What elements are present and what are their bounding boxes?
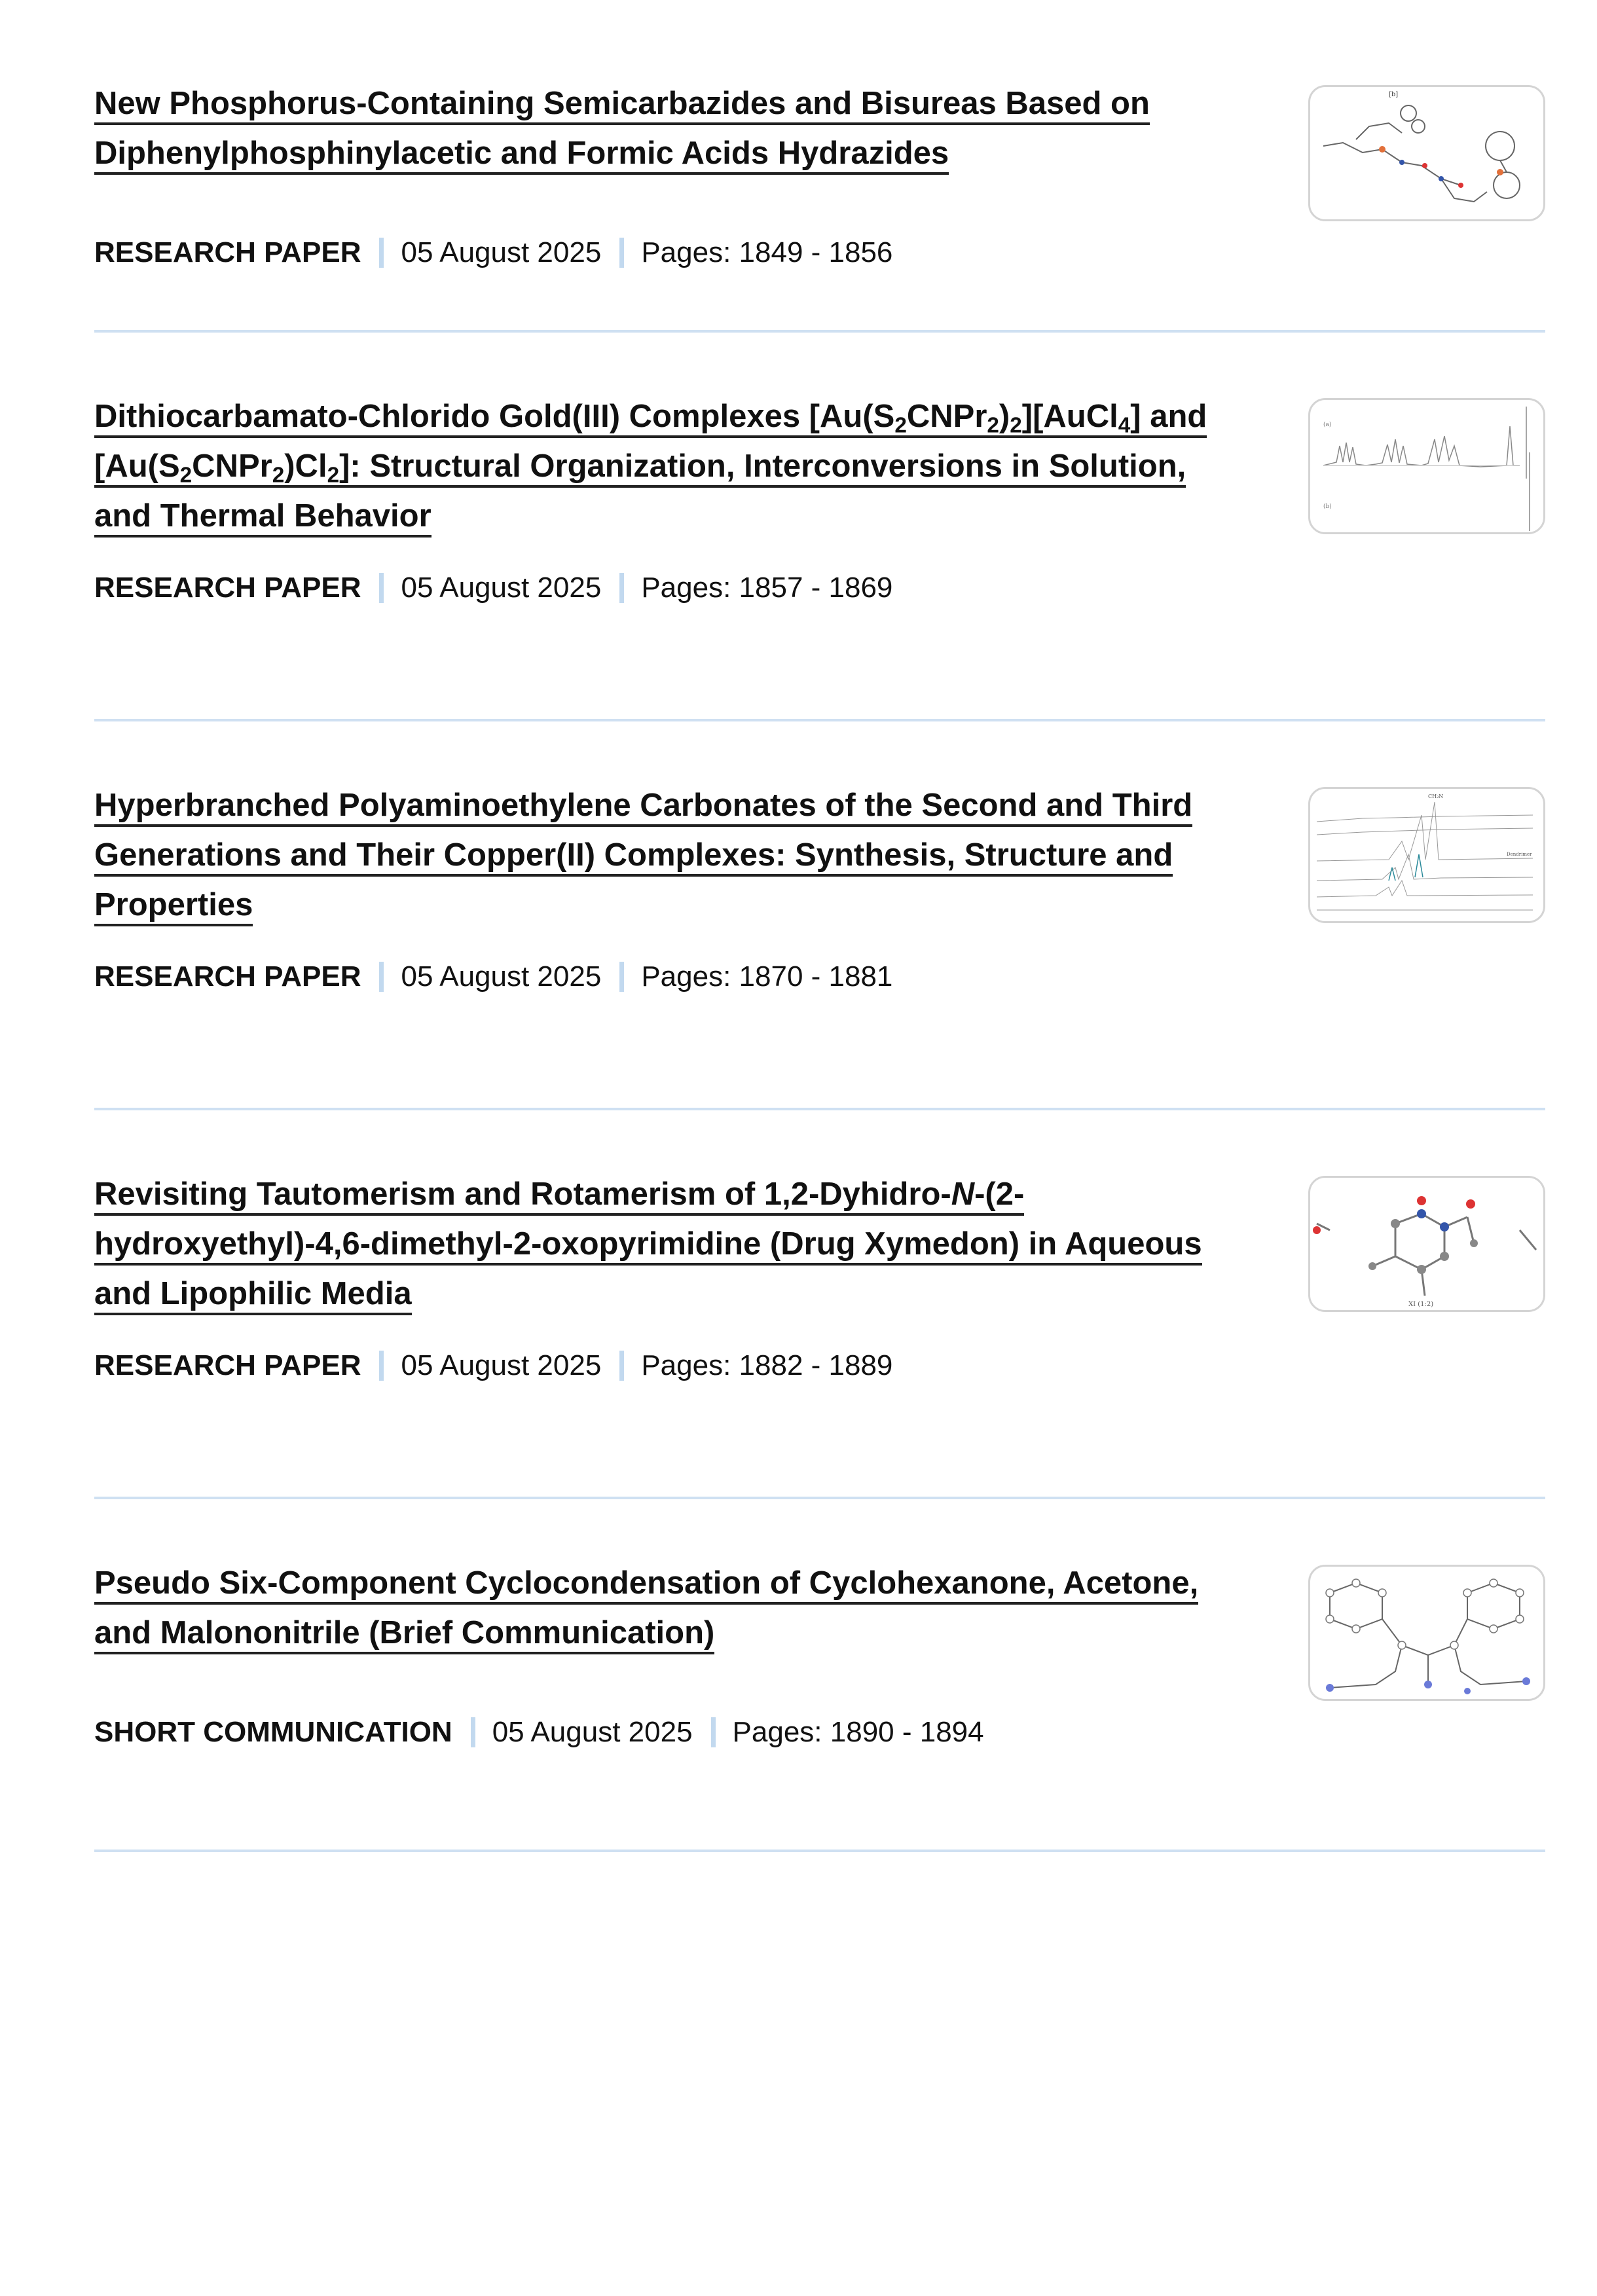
article-type: RESEARCH PAPER <box>94 960 361 993</box>
meta-separator <box>379 573 384 603</box>
meta-separator <box>619 573 624 603</box>
svg-text:[b]: [b] <box>1389 91 1399 98</box>
title-line: New Phosphorus-Containing Semicarbazides and Bisureas Based on <box>94 86 1150 125</box>
meta-separator <box>379 1351 384 1381</box>
svg-text:CH₂N: CH₂N <box>1428 793 1444 799</box>
article-pages: Pages: 1870 - 1881 <box>641 960 893 993</box>
article-pages: Pages: 1890 - 1894 <box>732 1716 984 1748</box>
article-pages: Pages: 1857 - 1869 <box>641 572 893 604</box>
article-meta <box>94 233 892 272</box>
title-line: $[Au(S_2CNPr_2)Cl_2]$: Structural Organization, Interconversions in Solution, <box>94 448 1186 488</box>
title-line: Hyperbranched Polyaminoethylene Carbonates of the Second and Third <box>94 788 1192 827</box>
svg-text:Dendrimer: Dendrimer <box>1507 852 1532 857</box>
article-title-link[interactable] <box>94 392 1266 541</box>
meta-separator <box>619 1351 624 1381</box>
title-line: and Thermal Behavior <box>94 498 431 538</box>
article-type: RESEARCH PAPER <box>94 572 361 604</box>
svg-text:(a): (a) <box>1323 422 1332 428</box>
article-date: 05 August 2025 <box>401 1349 602 1381</box>
article-type: RESEARCH PAPER <box>94 1349 361 1381</box>
article-item <box>94 1558 1545 1852</box>
article-meta <box>94 1346 892 1385</box>
molecular-structure-thumbnail[interactable] <box>1308 85 1545 221</box>
meta-separator <box>619 962 624 992</box>
article-pages: Pages: 1849 - 1856 <box>641 236 893 268</box>
title-line: Generations and Their Copper(II) Complexes: Synthesis, Structure and <box>94 837 1173 877</box>
title-line: Revisiting Tautomerism and Rotamerism of 1,2-Dyhidro-N-(2- <box>94 1176 1024 1216</box>
article-title-link[interactable] <box>94 1169 1266 1319</box>
article-title-link[interactable] <box>94 1558 1266 1658</box>
article-item <box>94 780 1545 1110</box>
molecule-model-thumbnail[interactable] <box>1308 1176 1545 1312</box>
title-line: Diphenylphosphinylacetic and Formic Acids Hydrazides <box>94 136 949 175</box>
svg-text:XI (1:2): XI (1:2) <box>1408 1301 1434 1308</box>
article-date: 05 August 2025 <box>401 960 602 993</box>
article-item <box>94 392 1545 721</box>
meta-separator <box>711 1717 716 1747</box>
article-item <box>94 79 1545 333</box>
article-date: 05 August 2025 <box>492 1716 693 1748</box>
meta-separator <box>471 1717 475 1747</box>
meta-separator <box>619 238 624 268</box>
article-title-link[interactable] <box>94 780 1266 930</box>
article-title-link[interactable] <box>94 79 1266 178</box>
meta-separator <box>379 962 384 992</box>
article-meta <box>94 1713 984 1752</box>
article-item <box>94 1169 1545 1499</box>
svg-text:(b): (b) <box>1323 503 1332 510</box>
article-list <box>94 72 1545 1852</box>
title-line: Dithiocarbamato-Chlorido Gold(III) Complexes $[Au(S_2CNPr_2)_2][AuCl_4]$ and <box>94 399 1207 438</box>
title-line: and Lipophilic Media <box>94 1276 412 1315</box>
title-line: Pseudo Six-Component Cyclocondensation of Cyclohexanone, Acetone, <box>94 1565 1198 1605</box>
spectrum-thumbnail[interactable] <box>1308 398 1545 534</box>
article-type: RESEARCH PAPER <box>94 236 361 268</box>
article-pages: Pages: 1882 - 1889 <box>641 1349 893 1381</box>
article-meta <box>94 568 892 608</box>
crystal-structure-thumbnail[interactable] <box>1308 1565 1545 1701</box>
meta-separator <box>379 238 384 268</box>
nmr-spectra-thumbnail[interactable] <box>1308 787 1545 923</box>
article-meta <box>94 957 892 996</box>
article-type: SHORT COMMUNICATION <box>94 1716 452 1748</box>
article-date: 05 August 2025 <box>401 236 602 268</box>
title-line: and Malononitrile (Brief Communication) <box>94 1615 714 1654</box>
article-date: 05 August 2025 <box>401 572 602 604</box>
title-line: Properties <box>94 887 253 926</box>
title-line: hydroxyethyl)-4,6-dimethyl-2-oxopyrimidine (Drug Xymedon) in Aqueous <box>94 1226 1202 1266</box>
